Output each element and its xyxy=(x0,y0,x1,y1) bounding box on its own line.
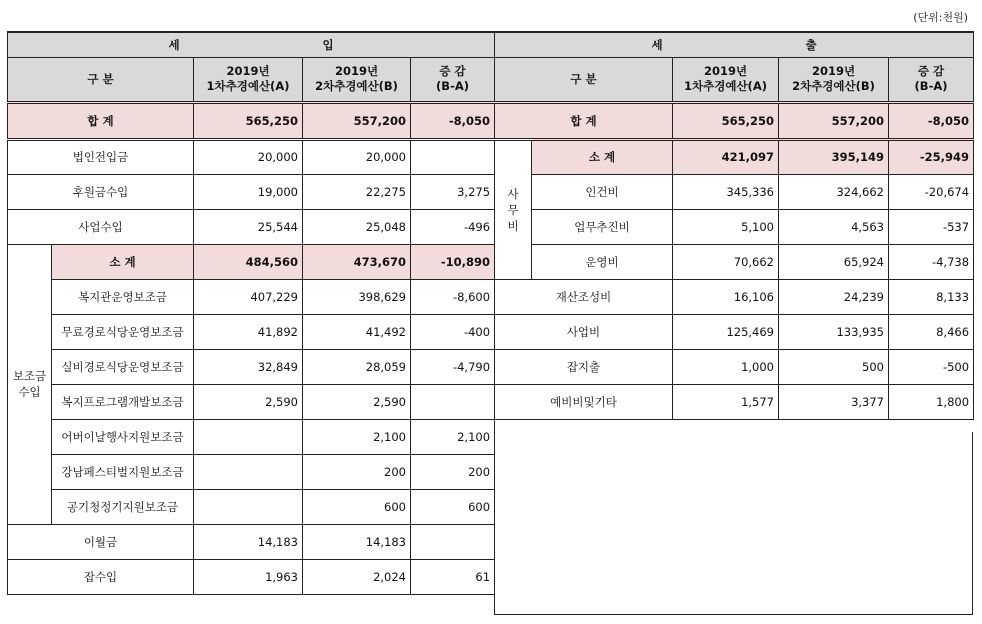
expense-header-left: 세 xyxy=(651,37,663,52)
income-group-label: 보조금 수입 xyxy=(8,244,52,524)
table-row: 인건비 345,336 324,662 -20,674 xyxy=(495,174,974,209)
table-row: 이월금 14,183 14,183 xyxy=(8,524,495,559)
table-row: 공기청정기지원보조금 600 600 xyxy=(8,489,495,524)
income-total-label: 합 계 xyxy=(8,102,194,139)
income-col-diff: 증 감 (B-A) xyxy=(411,57,495,102)
expense-frame xyxy=(494,432,973,615)
income-total-a: 565,250 xyxy=(194,102,303,139)
income-col-category: 구 분 xyxy=(8,57,194,102)
expense-group-label: 사 무 비 xyxy=(495,139,532,279)
expense-col-b: 2019년 2차추경예산(B) xyxy=(779,57,889,102)
income-col-a: 2019년 1차추경예산(A) xyxy=(194,57,303,102)
income-total-b: 557,200 xyxy=(303,102,411,139)
table-row: 실비경로식당운영보조금 32,849 28,059 -4,790 xyxy=(8,349,495,384)
table-row: 강남페스티벌지원보조금 200 200 xyxy=(8,454,495,489)
expense-total-row xyxy=(495,102,974,139)
expense-admin-subtotal-row: 사 무 비 소 계 421,097 395,149 -25,949 xyxy=(495,139,974,174)
expense-col-a: 2019년 1차추경예산(A) xyxy=(673,57,779,102)
income-header xyxy=(8,32,495,57)
table-row: 후원금수입 19,000 22,275 3,275 xyxy=(8,174,495,209)
income-header-right: 입 xyxy=(322,37,334,52)
table-row: 운영비 70,662 65,924 -4,738 xyxy=(495,244,974,279)
table-row: 어버이날행사지원보조금 2,100 2,100 xyxy=(8,419,495,454)
expense-table xyxy=(494,31,974,420)
expense-col-diff: 증 감 (B-A) xyxy=(889,57,974,102)
expense-header-right: 출 xyxy=(805,37,817,52)
income-subsidy-subtotal-row: 보조금 수입 소 계 484,560 473,670 -10,890 xyxy=(8,244,495,279)
expense-total-label: 합 계 xyxy=(495,102,673,139)
expense-total-diff: -8,050 xyxy=(889,102,974,139)
table-row: 재산조성비 16,106 24,239 8,133 xyxy=(495,279,974,314)
table-row: 사업수입 25,544 25,048 -496 xyxy=(8,209,495,244)
income-header-left: 세 xyxy=(168,37,180,52)
income-col-b: 2019년 2차추경예산(B) xyxy=(303,57,411,102)
table-row: 복지관운영보조금 407,229 398,629 -8,600 xyxy=(8,279,495,314)
unit-label: (단위:천원) xyxy=(913,11,968,24)
table-row: 업무추진비 5,100 4,563 -537 xyxy=(495,209,974,244)
income-table xyxy=(7,31,495,595)
table-row: 예비비및기타 1,577 3,377 1,800 xyxy=(495,384,974,419)
income-total-diff: -8,050 xyxy=(411,102,495,139)
expense-col-category: 구 분 xyxy=(495,57,673,102)
table-row: 법인전입금 20,000 20,000 xyxy=(8,139,495,174)
table-row: 잡수입 1,963 2,024 61 xyxy=(8,559,495,594)
income-total-row xyxy=(8,102,495,139)
table-row: 복지프로그램개발보조금 2,590 2,590 xyxy=(8,384,495,419)
expense-header xyxy=(495,32,974,57)
expense-total-b: 557,200 xyxy=(779,102,889,139)
expense-total-a: 565,250 xyxy=(673,102,779,139)
table-row: 잡지출 1,000 500 -500 xyxy=(495,349,974,384)
table-row: 무료경로식당운영보조금 41,892 41,492 -400 xyxy=(8,314,495,349)
table-row: 사업비 125,469 133,935 8,466 xyxy=(495,314,974,349)
